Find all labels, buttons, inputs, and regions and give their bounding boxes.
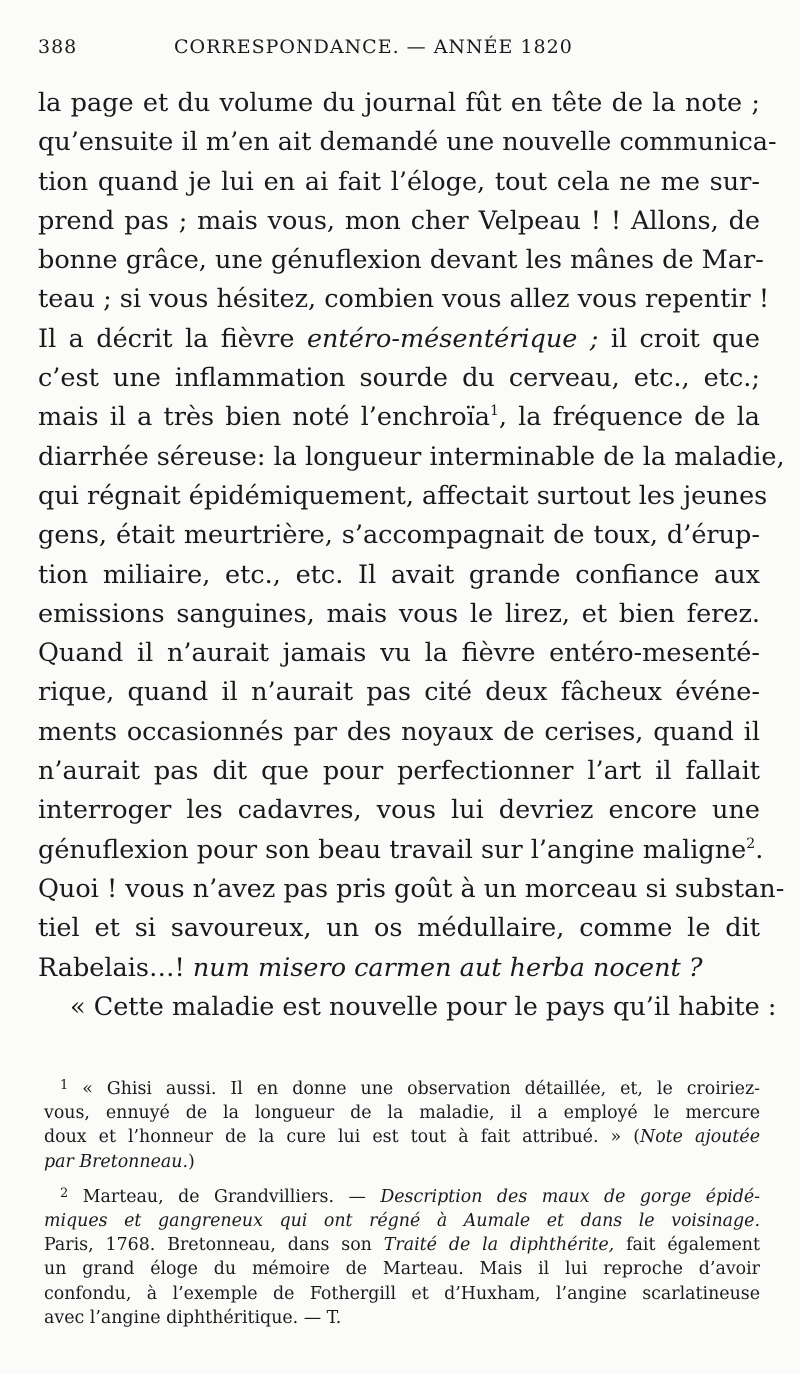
footnote-line [44,1074,760,1101]
italic-segment: par Bretonneau. [44,1151,188,1172]
text-line: n’aurait pas dit que pour perfectionner l’art il fallait [38,756,760,787]
text-segment: fait également [614,1235,760,1256]
footnote-ref: 2 [746,835,756,852]
footnote-line [44,1182,760,1209]
text-line: prend pas ; mais vous, mon cher Velpeau ! ! Allons, de [38,205,760,236]
footnote-line [44,1282,760,1306]
text-line: Quand il n’aurait jamais vu la fièvre entéro-mesenté- [38,638,760,669]
text-segment: « Ghisi aussi. Il en donne une observation détaillée, et, le croiriez- [82,1079,760,1099]
footnote-mark: 1 [60,1078,69,1093]
text-line [38,949,760,988]
footnote-line [44,1306,760,1330]
text-line [38,988,777,1027]
text-segment: il croit que [598,323,760,354]
text-segment: . [755,834,764,865]
footnote-line [44,1150,760,1174]
text-line: tion quand je lui en ai fait l’éloge, tout cela ne me sur- [38,166,760,197]
footnote-line [44,1233,760,1257]
text-line: ments occasionnés par des noyaux de cerises, quand il [38,716,760,747]
footnotes [44,1074,760,1338]
italic-segment: Description des maux de gorge épidé- [380,1186,761,1207]
text-segment: Rabelais…! [38,952,185,983]
text-segment: confondu, à l’exemple de Fothergill et d’Huxham, l’angine scarlatineuse [44,1283,760,1304]
text-segment: « Cette maladie est nouvelle pour le pays qu’il habite : [70,991,777,1022]
text-segment: génuflexion pour son beau travail sur l’angine maligne [38,834,747,865]
text-line: emissions sanguines, mais vous le lirez, et bien ferez. [38,598,760,629]
text-segment: doux et l’honneur de la cure lui est tout à fait attribué. » ( [44,1127,640,1148]
text-line: qu’ensuite il m’en ait demandé une nouvelle communica- [38,127,777,158]
text-line: bonne grâce, une génuflexion devant les mânes de Mar- [38,245,764,276]
text-line: c’est une inflammation sourde du cerveau, etc., etc.; [38,363,760,394]
text-line: la page et du volume du journal fût en tête de la note ; [38,88,760,118]
running-title: CORRESPONDANCE. — ANNÉE 1820 [174,36,573,58]
text-segment: vous, ennuyé de la longueur de la maladie, il a employé le mercure [44,1103,760,1124]
footnote-1 [44,1074,760,1174]
page-number: 388 [38,36,78,58]
text-segment: mais il a très bien noté l’enchroïa [38,402,490,433]
footnote-mark: 2 [60,1185,69,1201]
footnote-2 [44,1182,760,1330]
italic-segment: Note ajoutée [639,1127,760,1148]
text-line: Quoi ! vous n’avez pas pris goût à un morceau si substan- [38,873,785,904]
text-line: teau ; si vous hésitez, combien vous allez vous repentir ! [38,284,770,315]
text-line: gens, était meurtrière, s’accompagnait de toux, d’érup- [38,520,760,551]
footnote-line [44,1257,760,1281]
text-line: diarrhée séreuse: la longueur interminable de la maladie, [38,441,785,472]
main-text [38,84,785,1027]
text-line: interroger les cadavres, vous lui devriez encore une [38,795,760,826]
text-line [38,831,764,870]
text-segment: avec l’angine diphthéritique. — T. [44,1307,342,1328]
text-line: rique, quand il n’aurait pas cité deux fâcheux événe- [38,677,760,708]
text-line: tion miliaire, etc., etc. Il avait grande confiance aux [38,559,760,590]
text-segment: Il a décrit la fièvre [38,323,295,354]
text-segment: ) [187,1151,195,1172]
footnote-ref: 1 [490,403,499,420]
footnote-line [44,1209,760,1233]
text-segment: , la fréquence de la [498,402,761,433]
text-line [38,320,760,359]
text-line: tiel et si savoureux, un os médullaire, comme le dit [38,913,760,944]
text-line [38,398,760,437]
italic-segment: num misero carmen aut herba nocent ? [192,952,703,983]
text-line: qui régnait épidémiquement, affectait surtout les jeunes [38,480,768,511]
text-segment: Marteau, de Grandvilliers. — [82,1186,381,1207]
italic-segment: Traité de la diphthérite, [383,1235,615,1256]
italic-segment: entéro-mésentérique ; [306,323,599,354]
running-header [38,36,760,66]
footnote-line [44,1101,760,1125]
text-segment: Paris, 1768. Bretonneau, dans son [44,1235,384,1256]
text-segment: un grand éloge du mémoire de Marteau. Mais il lui reproche d’avoir [44,1259,760,1280]
italic-segment: miques et gangreneux qui ont régné à Aumale et dans le voisinage. [44,1211,760,1232]
footnote-line [44,1125,760,1149]
